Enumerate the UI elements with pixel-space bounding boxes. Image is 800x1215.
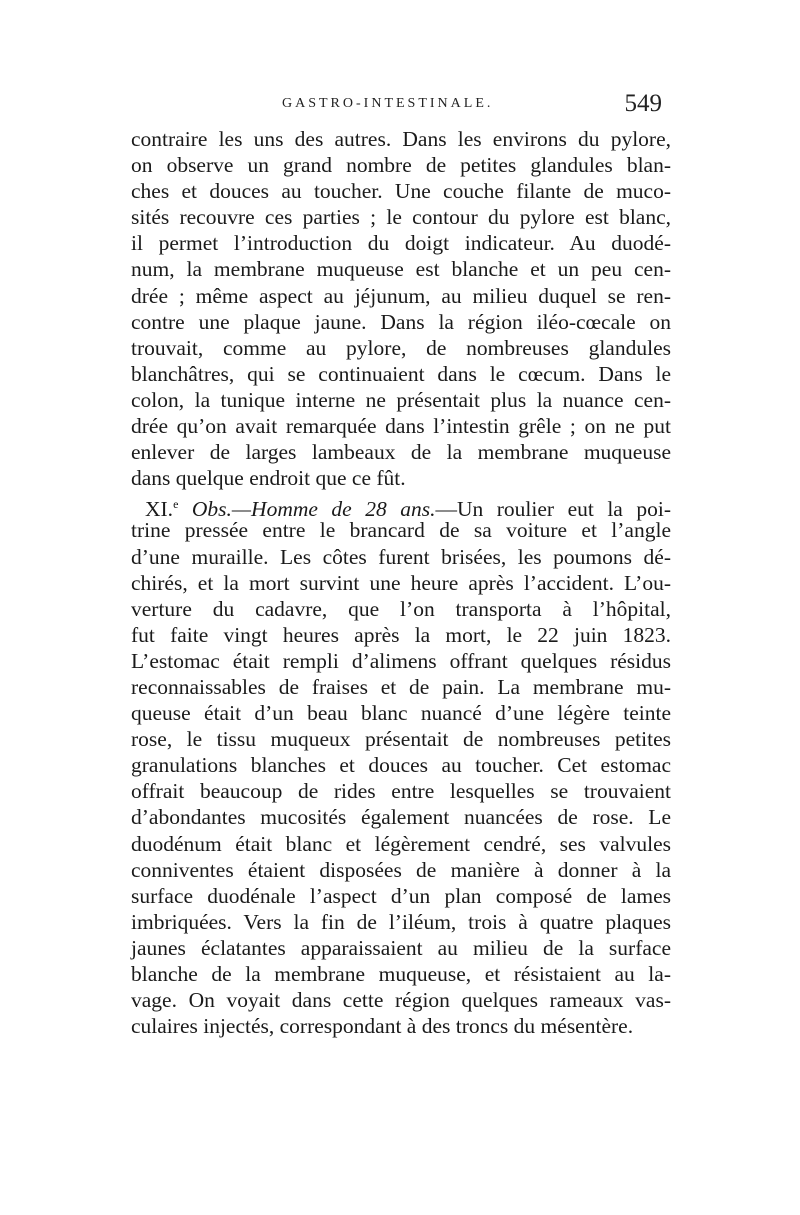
text-line: on observe un grand nombre de petites glandules blan- <box>131 153 671 178</box>
text-line: ches et douces au toucher. Une couche filante de muco- <box>131 179 671 204</box>
text-line: enlever de larges lambeaux de la membrane muqueuse <box>131 440 671 465</box>
text-line: fut faite vingt heures après la mort, le 22 juin 1823. <box>131 622 671 647</box>
text-line: blanche de la membrane muqueuse, et résistaient au la- <box>131 962 671 986</box>
text-line: contraire les uns des autres. Dans les environs du pylore, <box>131 127 671 151</box>
text-line: sités recouvre ces parties ; le contour du pylore est blanc, <box>131 205 671 230</box>
text-line: rose, le tissu muqueux présentait de nombreuses petites <box>131 727 671 752</box>
text-line: conniventes étaient disposées de manière à donner à la <box>131 857 671 882</box>
observation-first-line: —Un roulier eut la poi- <box>435 497 671 522</box>
text-line: L’estomac était rempli d’alimens offrant quelques résidus <box>131 648 671 673</box>
observation-title: Obs.—Homme de 28 ans. <box>191 497 436 522</box>
text-line: drée qu’on avait remarquée dans l’intestin grêle ; on ne put <box>131 414 671 439</box>
text-line: jaunes éclatantes apparaissaient au milieu de la surface <box>131 935 671 960</box>
observation-number: XI. <box>145 497 174 522</box>
text-line: chirés, et la mort survint une heure après l’accident. L’ou- <box>131 570 671 595</box>
text-line: num, la membrane muqueuse est blanche et un peu cen- <box>131 257 671 282</box>
text-line: vage. On voyait dans cette région quelques rameaux vas- <box>131 988 671 1013</box>
text-line: contre une plaque jaune. Dans la région iléo-cœcale on <box>131 309 671 334</box>
text-line: il permet l’introduction du doigt indicateur. Au duodé- <box>131 231 671 256</box>
text-line: culaires injectés, correspondant à des troncs du mésentère. <box>131 1014 634 1039</box>
text-line: verture du cadavre, que l’on transporta à l’hôpital, <box>131 596 671 621</box>
text-line: granulations blanches et douces au toucher. Cet estomac <box>131 753 671 778</box>
text-line: colon, la tunique interne ne présentait plus la nuance cen- <box>131 387 671 412</box>
text-line: trine pressée entre le brancard de sa voiture et l’angle <box>131 518 671 543</box>
text-line: blanchâtres, qui se continuaient dans le cœcum. Dans le <box>131 361 671 386</box>
text-line: d’abondantes mucosités également nuancées de rose. Le <box>131 805 671 830</box>
body-text <box>131 126 671 1039</box>
page-number: 549 <box>624 90 662 117</box>
text-line: reconnaissables de fraises et de pain. La membrane mu- <box>131 674 671 699</box>
text-line: offrait beaucoup de rides entre lesquelles se trouvaient <box>131 779 671 804</box>
running-title: GASTRO-INTESTINALE. <box>282 96 494 111</box>
text-line: trouvait, comme au pylore, de nombreuses glandules <box>131 335 671 360</box>
text-line: queuse était d’un beau blanc nuancé d’une légère teinte <box>131 701 671 726</box>
running-head <box>130 90 670 130</box>
text-line: surface duodénale l’aspect d’un plan composé de lames <box>131 883 671 908</box>
observation-heading <box>131 491 671 522</box>
text-line: dans quelque endroit que ce fût. <box>131 466 406 491</box>
text-line: d’une muraille. Les côtes furent brisées, les poumons dé- <box>131 544 671 569</box>
observation-superscript: e <box>173 497 179 512</box>
text-line: drée ; même aspect au jéjunum, au milieu duquel se ren- <box>131 283 671 308</box>
text-line: duodénum était blanc et légèrement cendré, ses valvules <box>131 831 671 856</box>
text-line: imbriquées. Vers la fin de l’iléum, trois à quatre plaques <box>131 909 671 934</box>
